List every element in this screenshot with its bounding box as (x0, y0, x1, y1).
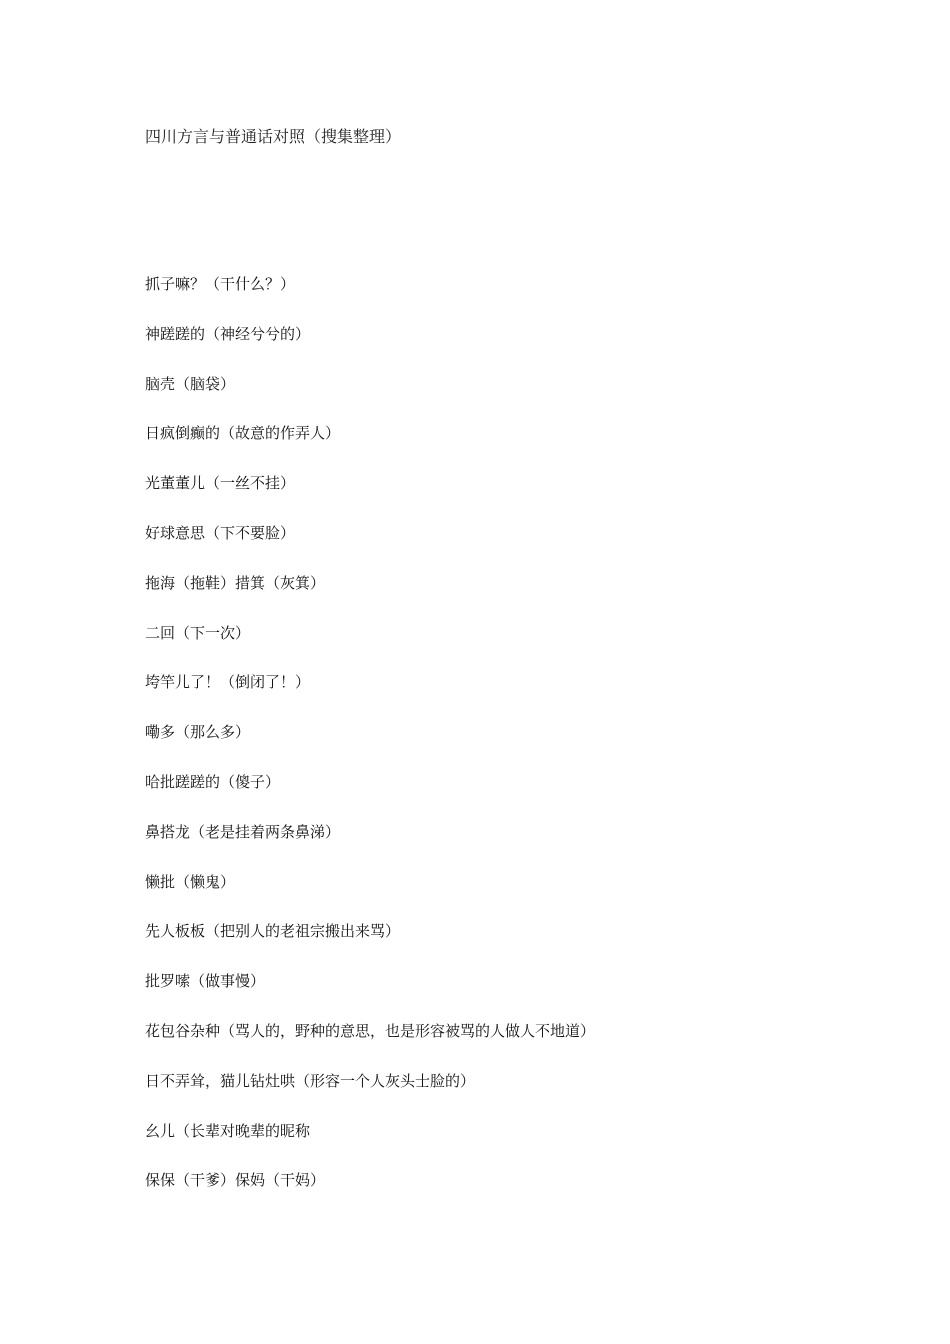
dialect-entry: 日疯倒癫的（故意的作弄人） (145, 424, 341, 443)
dialect-entry: 光董董儿（一丝不挂） (145, 474, 296, 493)
dialect-entry: 先人板板（把别人的老祖宗搬出来骂） (145, 922, 401, 941)
dialect-entry: 花包谷杂种（骂人的，野种的意思，也是形容被骂的人做人不地道） (145, 1021, 596, 1040)
dialect-entry: 垮竿儿了！（倒闭了！） (145, 673, 311, 692)
dialect-entry: 幺儿（长辈对晚辈的昵称 (145, 1121, 311, 1140)
dialect-entry: 保保（干爹）保妈（干妈） (145, 1171, 326, 1190)
dialect-entry: 鼻搭龙（老是挂着两条鼻涕） (145, 822, 341, 841)
dialect-entry: 批罗嗦（做事慢） (145, 972, 266, 991)
dialect-entry: 抓子嘛？（干什么？） (145, 275, 296, 293)
dialect-entry: 嘞多（那么多） (145, 723, 251, 742)
dialect-entry: 懒批（懒鬼） (145, 872, 236, 891)
dialect-entry: 拖海（拖鞋）措箕（灰箕） (145, 573, 326, 592)
dialect-entry: 哈批蹉蹉的（傻子） (145, 772, 281, 791)
dialect-entry: 神蹉蹉的（神经兮兮的） (145, 324, 311, 343)
dialect-entry-list (145, 273, 595, 1219)
document-title: 四川方言与普通话对照（搜集整理） (145, 127, 402, 146)
dialect-entry: 脑壳（脑袋） (145, 374, 236, 393)
dialect-entry: 好球意思（下不要脸） (145, 523, 296, 542)
dialect-entry: 二回（下一次） (145, 623, 251, 642)
dialect-entry: 日不弄耸，猫儿钻灶哄（形容一个人灰头士脸的） (145, 1071, 476, 1090)
